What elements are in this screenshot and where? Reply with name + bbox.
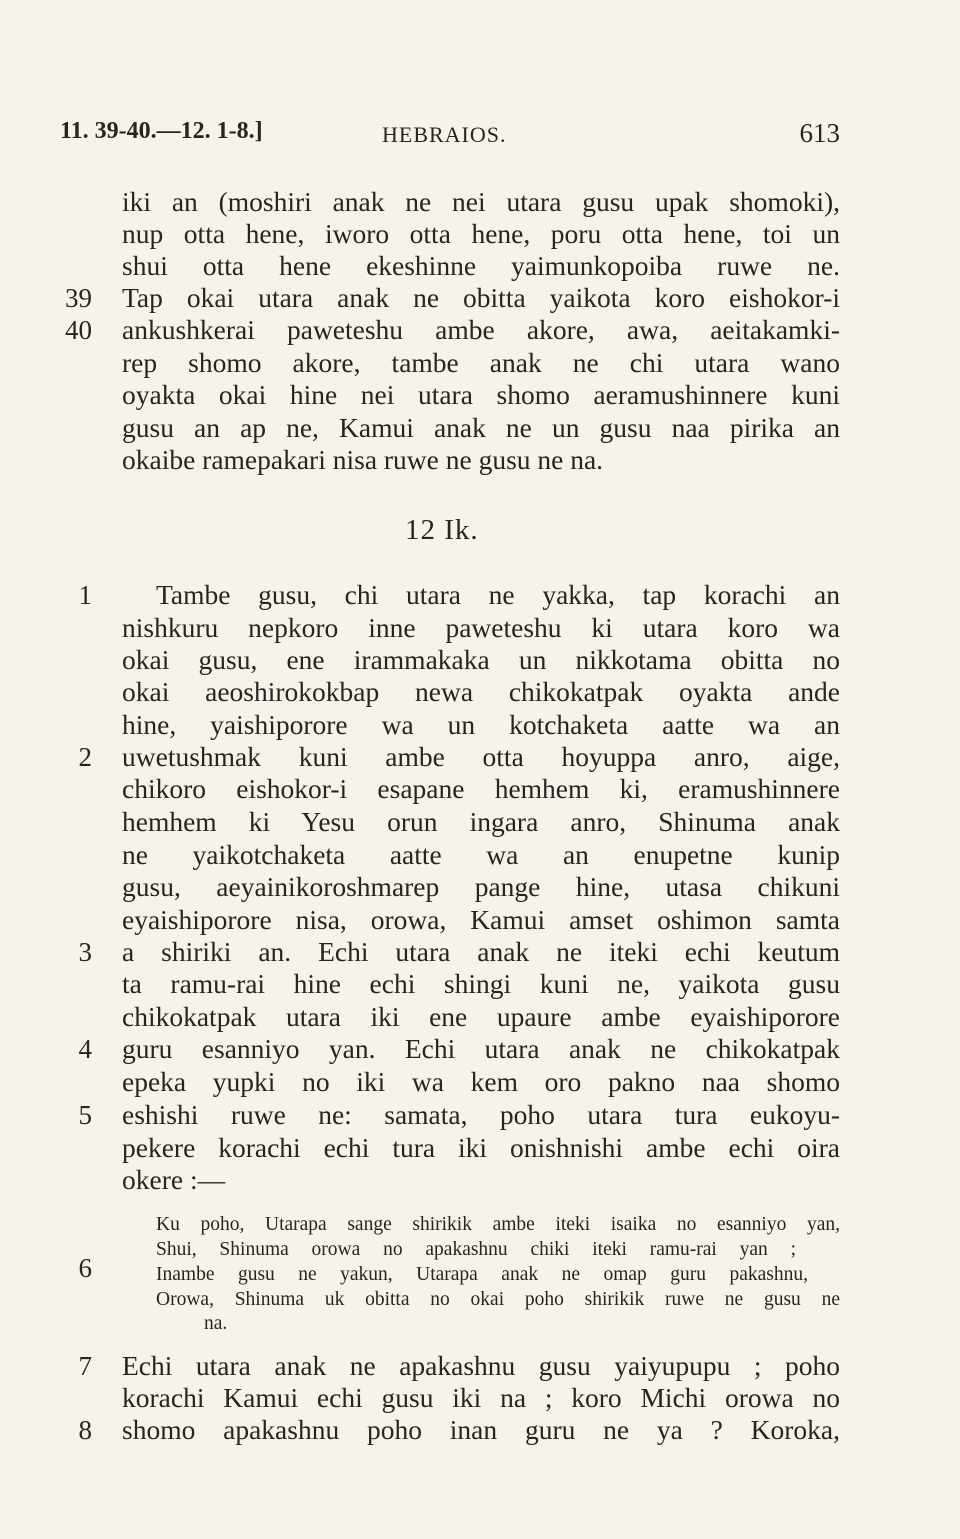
verse-number: 7 [78,1351,92,1381]
text-line: chikokatpak utara iki ene upaure ambe eyaishiporore [122,1001,840,1032]
text-line: ankushkerai paweteshu ambe akore, awa, aeitakamki- [122,314,840,345]
text-line: a shiriki an. Echi utara anak ne iteki echi keutum [122,936,840,967]
text-line: oyakta okai hine nei utara shomo aeramushinnere kuni [122,379,840,410]
verse-number: 6 [78,1253,92,1283]
text-line: epeka yupki no iki wa kem oro pakno naa shomo [122,1066,840,1097]
text-line: okaibe ramepakari nisa ruwe ne gusu ne na. [122,444,604,475]
book-title: HEBRAIOS. [382,122,507,147]
text-line: rep shomo akore, tambe anak ne chi utara wano [122,347,840,378]
text-line: ne yaikotchaketa aatte wa an enupetne kunip [122,839,840,870]
text-line: nup otta hene, iworo otta hene, poru otta hene, toi un [122,218,840,249]
text-line: okai aeoshirokokbap newa chikokatpak oyakta ande [122,676,840,707]
text-line: shui otta hene ekeshinne yaimunkopoiba ruwe ne. [122,250,840,281]
verse-number: 40 [65,315,92,345]
text-line: Echi utara anak ne apakashnu gusu yaiyupupu ; poho [122,1350,840,1381]
page-number: 613 [799,118,840,148]
verse-number: 4 [78,1034,92,1064]
text-line: eshishi ruwe ne: samata, poho utara tura eukoyu- [122,1099,840,1130]
text-line: pekere korachi echi tura iki onishnishi ambe echi oira [122,1132,840,1163]
verse-number: 3 [78,937,92,967]
text-line: shomo apakashnu poho inan guru ne ya ? Koroka, [122,1414,840,1445]
quote-line: Orowa, Shinuma uk obitta no okai poho shirikik ruwe ne gusu ne [156,1289,840,1310]
text-line: hine, yaishiporore wa un kotchaketa aatte wa an [122,709,840,740]
text-line: okai gusu, ene irammakaka un nikkotama obitta no [122,644,840,675]
quote-line: Ku poho, Utarapa sange shirikik ambe iteki isaika no esanniyo yan, [156,1214,840,1235]
quote-line: Shui, Shinuma orowa no apakashnu chiki iteki ramu-rai yan ; [156,1239,796,1260]
text-line: chikoro eishokor-i esapane hemhem ki, eramushinnere [122,773,840,804]
text-line: Tap okai utara anak ne obitta yaikota koro eishokor-i [122,282,840,313]
chapter-heading: 12 Ik. [405,514,479,546]
text-line: gusu an ap ne, Kamui anak ne un gusu naa pirika an [122,412,840,443]
verse-number: 5 [78,1100,92,1130]
text-line: hemhem ki Yesu orun ingara anro, Shinuma anak [122,806,840,837]
text-line: okere :— [122,1164,226,1195]
verse-number: 2 [78,742,92,772]
verse-number: 1 [78,580,92,610]
verse-number: 39 [65,283,92,313]
text-line: nishkuru nepkoro inne paweteshu ki utara koro wa [122,612,840,643]
quote-line: na. [204,1313,228,1334]
text-line: korachi Kamui echi gusu iki na ; koro Michi orowa no [122,1382,840,1413]
running-header [60,118,840,154]
chapter-verse-range: 11. 39-40.—12. 1-8.] [60,118,263,144]
text-line: ta ramu-rai hine echi shingi kuni ne, yaikota gusu [122,968,840,999]
text-line: guru esanniyo yan. Echi utara anak ne chikokatpak [122,1033,840,1064]
text-line: Tambe gusu, chi utara ne yakka, tap korachi an [156,579,840,610]
text-line: eyaishiporore nisa, orowa, Kamui amset oshimon samta [122,904,840,935]
quote-line: Inambe gusu ne yakun, Utarapa anak ne omap guru pakashnu, [156,1264,808,1285]
text-line: gusu, aeyainikoroshmarep pange hine, utasa chikuni [122,871,840,902]
verse-number: 8 [78,1415,92,1445]
text-line: iki an (moshiri anak ne nei utara gusu upak shomoki), [122,186,840,217]
text-line: uwetushmak kuni ambe otta hoyuppa anro, aige, [122,741,840,772]
